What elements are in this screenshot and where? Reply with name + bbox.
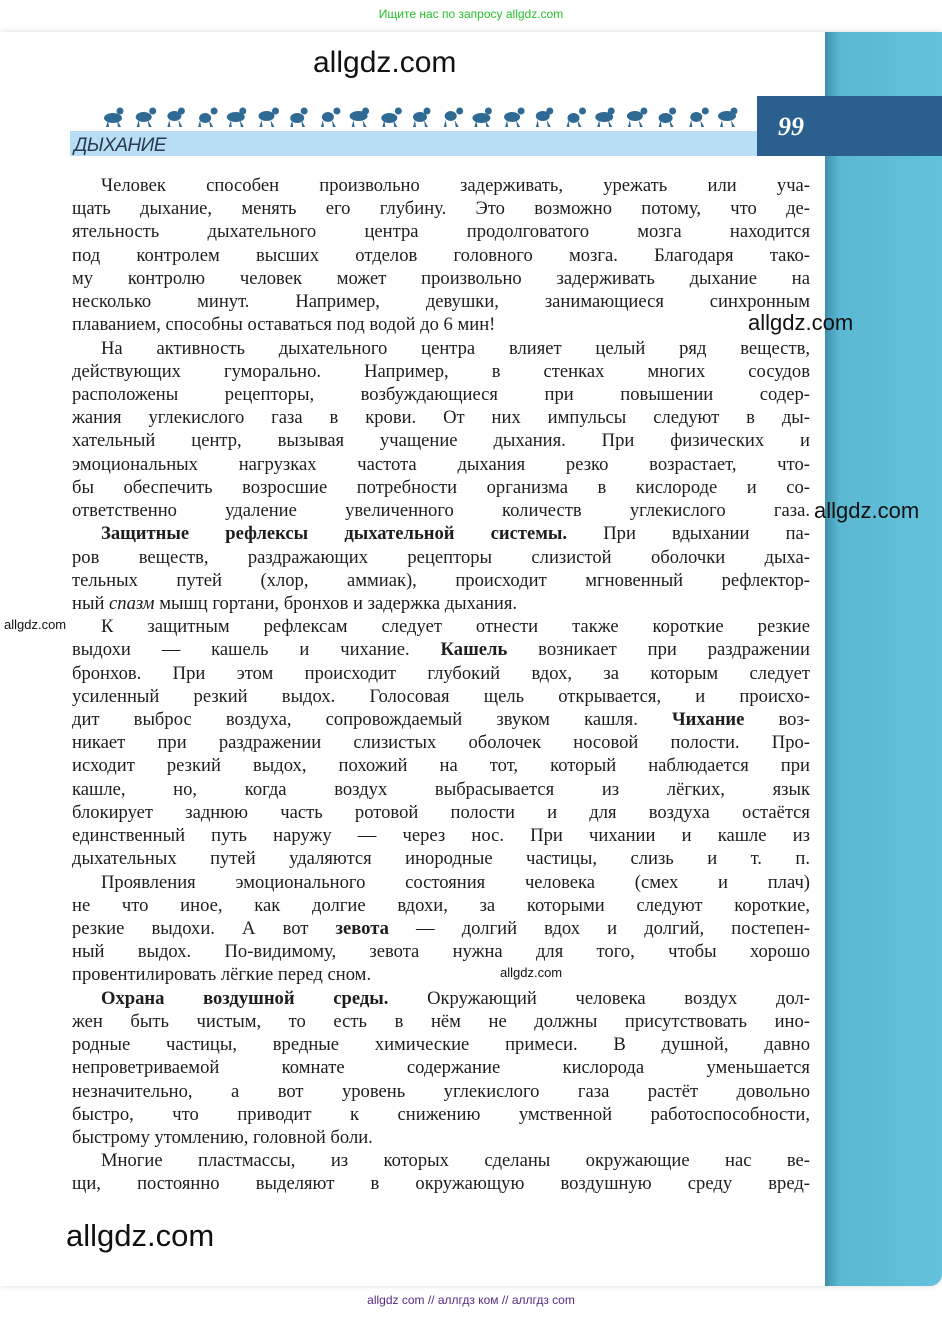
text-line [72,801,810,824]
bold-term: Чихание [672,709,745,731]
text-line [72,406,810,429]
text-line [72,894,810,917]
text-segment: Окружающий человека воздух дол- [388,987,810,1009]
text-segment: единственный путь наружу — через нос. При чихании и кашле из [72,825,810,847]
animal-silhouette-icon [321,108,341,128]
text-segment: дыхательных путей удаляются инородные частицы, слизь и т. п. [72,848,810,870]
animal-silhouette-icon [104,108,124,128]
animal-silhouette-icon [259,108,280,128]
text-segment: выдохи — кашель и чихание. [72,639,441,661]
page-edge-strip [825,32,942,1286]
text-segment: расположены рецепторы, возбуждающиеся при повышении содер- [72,383,810,405]
text-segment: ятельность дыхательного центра продолговатого мозга находится [72,221,810,243]
text-segment: К защитным рефлексам следует отнести также короткие резкие [101,616,810,638]
text-line [72,987,810,1010]
text-line [72,685,810,708]
text-segment: При вдыхании па- [567,523,810,545]
watermark: allgdz.com [66,1218,215,1253]
text-line [72,731,810,754]
page-number: 99 [778,112,804,141]
text-line [72,1103,810,1126]
animal-silhouette-icon [290,108,308,128]
animal-silhouette-icon [567,108,587,128]
top-search-note: Ищите нас по запросу allgdz.com [378,7,564,21]
animal-silhouette-icon [659,108,677,128]
watermark: allgdz.com [748,310,854,335]
text-line [72,871,810,894]
text-line [72,1080,810,1103]
text-line [72,220,810,243]
text-line [72,1033,810,1056]
text-segment: жен быть чистым, то есть в нём не должны присутствовать ино- [72,1010,810,1032]
text-line [72,290,810,313]
text-line [72,244,810,267]
text-segment: Многие пластмассы, из которых сделаны окружающие нас ве- [101,1150,810,1172]
text-line [72,778,810,801]
text-segment: хательный центр, вызывая учащение дыхания. При физических и [72,430,810,452]
text-segment: щи, постоянно выделяют в окружающую воздушную среду вред- [72,1173,810,1195]
text-segment: Человек способен произвольно задерживать, урежать или уча- [101,175,810,196]
text-segment: действующих гуморально. Например, в стенках многих сосудов [72,360,810,382]
animal-silhouette-icon [444,108,464,128]
text-segment: воз- [744,709,810,731]
animal-silhouette-icon [504,108,524,128]
text-line [72,1126,373,1149]
text-segment: Проявления эмоционального состояния человека (смех и плач) [101,871,810,893]
animal-silhouette-icon [198,108,218,128]
text-segment: кашле, но, когда воздух выбрасывается из лёгких, язык [72,778,810,800]
animal-silhouette-icon [136,108,157,128]
text-segment: ответственно удаление увеличенного количеств углекислого газа. [72,500,810,522]
watermark: allgdz.com [500,965,563,980]
animal-silhouette-icon [689,108,709,128]
text-line [72,1149,810,1172]
animal-silhouette-icon [350,108,370,128]
animal-silhouette-icon [413,108,431,128]
text-line [72,917,810,940]
text-line [72,754,810,777]
text-segment: дит выброс воздуха, сопровождаемый звуком кашля. [72,709,672,731]
text-line [72,662,810,685]
watermark: allgdz.com [4,617,67,632]
text-line [72,638,810,661]
animal-silhouette-icon [595,108,615,128]
text-segment: На активность дыхательного центра влияет целый ряд веществ, [101,337,810,359]
bottom-site-note: allgdz com // аллгдз ком // аллгдз com [367,1293,575,1307]
text-line [72,615,810,638]
text-line [72,313,495,336]
text-line [72,1010,810,1033]
text-segment: мышц гортани, бронхов и задержка дыхания. [154,592,518,614]
text-segment: несколько минут. Например, девушки, занимающиеся синхронным [72,291,810,313]
text-line [72,569,810,592]
animal-silhouette-icon [227,108,247,128]
text-line [72,847,810,870]
animal-silhouettes-decoration [98,102,743,128]
text-line [72,429,810,452]
text-segment: блокирует заднюю часть ротовой полости и для воздуха остаётся [72,801,810,823]
text-segment: ров веществ, раздражающих рецепторы слизистой оболочки дыха- [72,546,810,568]
section-title: ДЫХАНИЕ [74,135,167,156]
text-line [72,1172,810,1195]
animal-silhouette-icon [381,108,402,128]
bold-term: Охрана воздушной среды. [101,987,389,1009]
text-line [72,174,810,197]
text-line [72,267,810,290]
text-segment: никает при раздражении слизистых оболочек носовой полости. Про- [72,732,810,754]
text-segment: не что иное, как долгие вдохи, за которыми следуют короткие, [72,894,810,916]
text-segment: плаванием, способны оставаться под водой до 6 мин! [72,314,496,336]
text-line [72,824,810,847]
text-segment: резкие выдохи. А вот [72,918,336,939]
text-segment: бронхов. При этом происходит глубокий вдох, за которым следует [72,662,810,684]
text-segment: ный выдох. По-видимому, зевота нужна для того, чтобы хорошо [72,941,810,963]
text-line [72,453,810,476]
text-segment: эмоциональных нагрузках частота дыхания резко возрастает, что- [72,453,810,475]
text-segment: жания углекислого газа в крови. От них импульсы следуют в ды- [72,407,810,429]
animal-silhouette-icon [536,108,554,128]
text-segment: под контролем высших отделов головного мозга. Благодаря тако- [72,244,810,266]
bold-term: Защитные рефлексы дыхательной системы. [101,523,568,545]
text-line [72,476,810,499]
text-segment: быстро, что приводит к снижению умственной работоспособности, [72,1103,810,1125]
text-segment: исходит резкий выдох, похожий на тот, который наблюдается при [72,755,810,777]
text-line [72,499,810,522]
text-segment: провентилировать лёгкие перед сном. [72,964,372,986]
animal-silhouette-icon [167,108,185,128]
text-line [72,708,810,731]
text-line [72,197,810,220]
text-segment: возникает при раздражении [507,639,810,661]
text-line [72,1056,810,1079]
text-segment: ный [72,592,110,614]
bold-term: зевота [335,918,389,939]
text-segment: тельных путей (хлор, аммиак), происходит мгновенный рефлектор- [72,569,810,591]
text-line [72,360,810,383]
text-segment: незначительно, а вот уровень углекислого газа растёт довольно [72,1080,810,1102]
text-line [72,592,517,615]
italic-term: спазм [109,592,155,614]
animal-silhouette-icon [627,108,648,128]
bold-term: Кашель [440,639,508,661]
text-segment: быстрому утомлению, головной боли. [72,1126,373,1148]
text-segment: — долгий вдох и долгий, постепен- [388,918,810,939]
watermark: allgdz.com [313,46,457,79]
text-line [72,963,371,986]
textbook-page [0,32,942,1286]
text-line [72,940,810,963]
animal-silhouette-icon [718,108,738,128]
watermark: allgdz.com [814,498,920,523]
text-segment: щать дыхание, менять его глубину. Это возможно потому, что де- [72,198,810,220]
text-segment: родные частицы, вредные химические примеси. В душной, давно [72,1034,810,1056]
text-segment: бы обеспечить возросшие потребности организма в кислороде и со- [72,476,810,498]
text-line [72,522,810,545]
body-text [72,174,810,1196]
section-header-bar [70,131,757,156]
text-segment: усиленный резкий выдох. Голосовая щель открывается, и происхо- [72,685,810,707]
text-line [72,383,810,406]
text-line [72,337,810,360]
text-segment: непроветриваемой комнате содержание кислорода уменьшается [72,1057,810,1079]
text-segment: му контролю человек может произвольно задерживать дыхание на [72,267,810,289]
text-line [72,546,810,569]
animal-silhouette-icon [472,108,492,128]
